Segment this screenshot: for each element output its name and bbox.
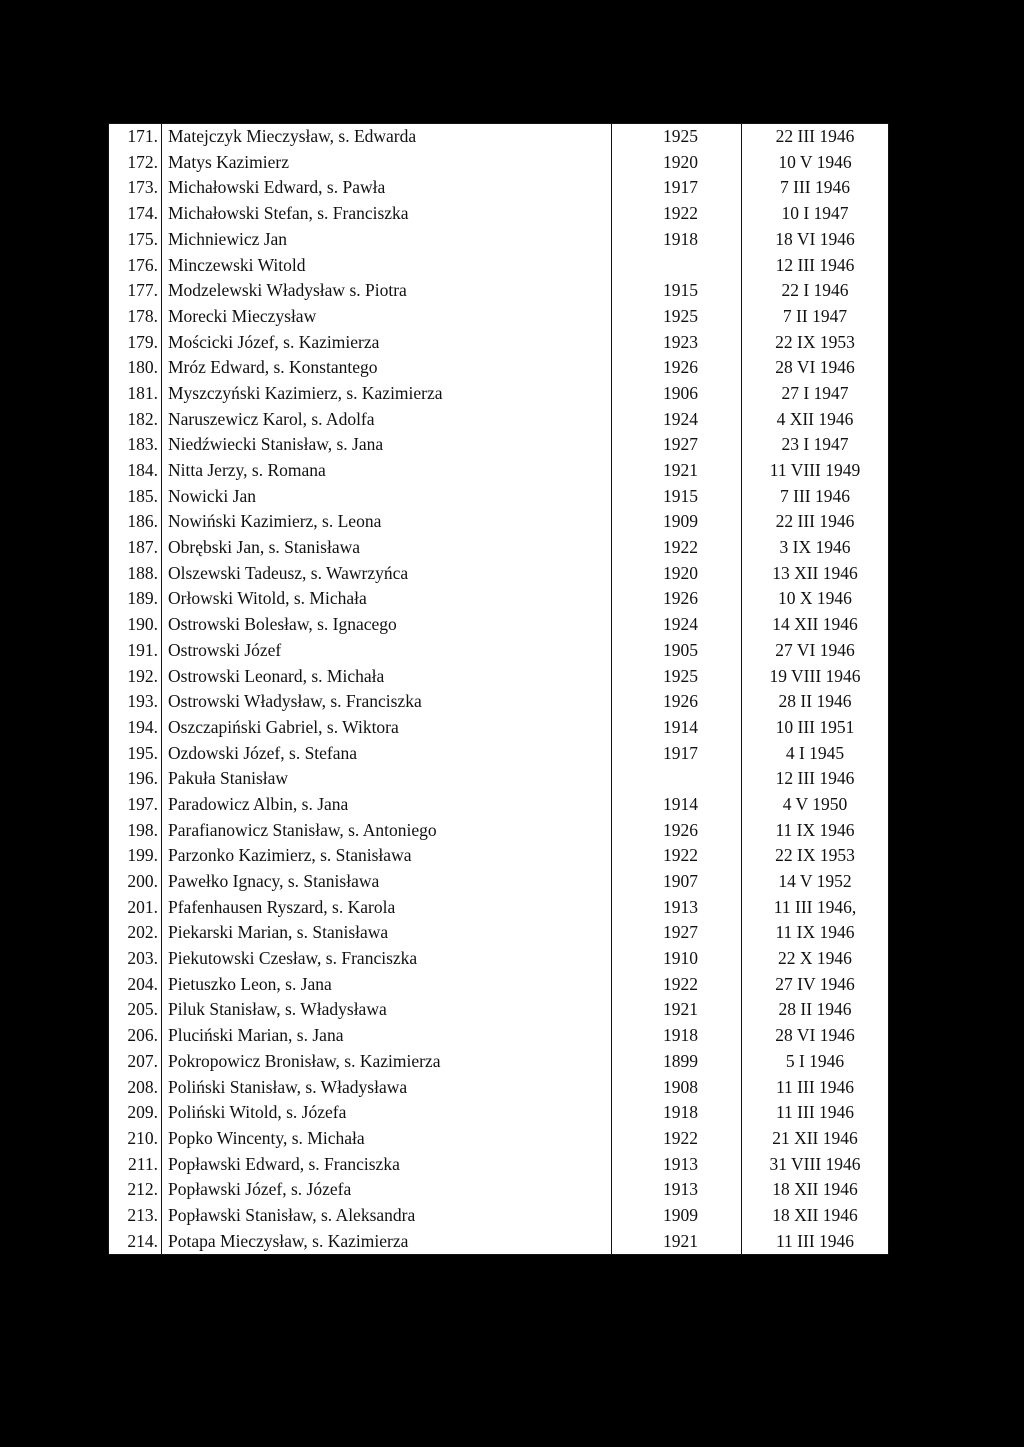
row-number: 201. <box>109 895 162 921</box>
person-name: Oszczapiński Gabriel, s. Wiktora <box>162 715 612 741</box>
birth-year: 1909 <box>612 1203 742 1229</box>
row-number: 184. <box>109 458 162 484</box>
record-date: 11 IX 1946 <box>742 920 889 946</box>
table-row <box>109 741 889 767</box>
table-row <box>109 381 889 407</box>
record-date: 27 I 1947 <box>742 381 889 407</box>
birth-year: 1913 <box>612 1177 742 1203</box>
row-number: 211. <box>109 1152 162 1178</box>
record-date: 22 IX 1953 <box>742 843 889 869</box>
record-date: 28 VI 1946 <box>742 355 889 381</box>
row-number: 176. <box>109 252 162 278</box>
birth-year: 1921 <box>612 1229 742 1255</box>
person-name: Myszczyński Kazimierz, s. Kazimierza <box>162 381 612 407</box>
table-row <box>109 1023 889 1049</box>
row-number: 192. <box>109 663 162 689</box>
person-name: Nowicki Jan <box>162 484 612 510</box>
birth-year: 1926 <box>612 355 742 381</box>
table-row <box>109 175 889 201</box>
record-date: 19 VIII 1946 <box>742 663 889 689</box>
person-name: Ozdowski Józef, s. Stefana <box>162 741 612 767</box>
birth-year: 1907 <box>612 869 742 895</box>
person-name: Piekarski Marian, s. Stanisława <box>162 920 612 946</box>
person-name: Parafianowicz Stanisław, s. Antoniego <box>162 818 612 844</box>
table-row <box>109 612 889 638</box>
record-date: 3 IX 1946 <box>742 535 889 561</box>
row-number: 183. <box>109 432 162 458</box>
person-name: Piluk Stanisław, s. Władysława <box>162 997 612 1023</box>
person-name: Morecki Mieczysław <box>162 304 612 330</box>
record-date: 18 VI 1946 <box>742 227 889 253</box>
row-number: 204. <box>109 972 162 998</box>
birth-year: 1927 <box>612 920 742 946</box>
person-name: Popko Wincenty, s. Michała <box>162 1126 612 1152</box>
records-table <box>108 123 889 1255</box>
birth-year: 1922 <box>612 201 742 227</box>
birth-year: 1917 <box>612 741 742 767</box>
table-row <box>109 227 889 253</box>
birth-year: 1922 <box>612 535 742 561</box>
record-date: 11 III 1946 <box>742 1229 889 1255</box>
table-row <box>109 355 889 381</box>
table-row <box>109 946 889 972</box>
person-name: Matejczyk Mieczysław, s. Edwarda <box>162 124 612 150</box>
birth-year: 1910 <box>612 946 742 972</box>
person-name: Ostrowski Leonard, s. Michała <box>162 663 612 689</box>
person-name: Nowiński Kazimierz, s. Leona <box>162 509 612 535</box>
row-number: 197. <box>109 792 162 818</box>
birth-year: 1906 <box>612 381 742 407</box>
table-row <box>109 663 889 689</box>
table-row <box>109 1229 889 1255</box>
table-row <box>109 586 889 612</box>
birth-year: 1924 <box>612 612 742 638</box>
birth-year: 1927 <box>612 432 742 458</box>
row-number: 179. <box>109 330 162 356</box>
table-row <box>109 792 889 818</box>
birth-year: 1922 <box>612 1126 742 1152</box>
record-date: 14 XII 1946 <box>742 612 889 638</box>
row-number: 200. <box>109 869 162 895</box>
record-date: 11 VIII 1949 <box>742 458 889 484</box>
person-name: Ostrowski Józef <box>162 638 612 664</box>
row-number: 213. <box>109 1203 162 1229</box>
table-row <box>109 766 889 792</box>
row-number: 187. <box>109 535 162 561</box>
record-date: 28 II 1946 <box>742 997 889 1023</box>
row-number: 180. <box>109 355 162 381</box>
row-number: 194. <box>109 715 162 741</box>
record-date: 7 III 1946 <box>742 484 889 510</box>
record-date: 11 III 1946, <box>742 895 889 921</box>
birth-year: 1908 <box>612 1074 742 1100</box>
table-row <box>109 509 889 535</box>
birth-year: 1926 <box>612 586 742 612</box>
person-name: Pakuła Stanisław <box>162 766 612 792</box>
birth-year: 1914 <box>612 792 742 818</box>
table-row <box>109 561 889 587</box>
table-row <box>109 1049 889 1075</box>
row-number: 177. <box>109 278 162 304</box>
row-number: 190. <box>109 612 162 638</box>
person-name: Obrębski Jan, s. Stanisława <box>162 535 612 561</box>
person-name: Orłowski Witold, s. Michała <box>162 586 612 612</box>
person-name: Naruszewicz Karol, s. Adolfa <box>162 407 612 433</box>
row-number: 208. <box>109 1074 162 1100</box>
row-number: 186. <box>109 509 162 535</box>
birth-year: 1899 <box>612 1049 742 1075</box>
table-row <box>109 689 889 715</box>
birth-year: 1918 <box>612 1023 742 1049</box>
person-name: Piekutowski Czesław, s. Franciszka <box>162 946 612 972</box>
record-date: 11 III 1946 <box>742 1074 889 1100</box>
person-name: Ostrowski Władysław, s. Franciszka <box>162 689 612 715</box>
person-name: Pietuszko Leon, s. Jana <box>162 972 612 998</box>
row-number: 173. <box>109 175 162 201</box>
record-date: 11 III 1946 <box>742 1100 889 1126</box>
table-row <box>109 150 889 176</box>
person-name: Pawełko Ignacy, s. Stanisława <box>162 869 612 895</box>
record-date: 18 XII 1946 <box>742 1177 889 1203</box>
table-row <box>109 1152 889 1178</box>
birth-year: 1914 <box>612 715 742 741</box>
birth-year: 1922 <box>612 843 742 869</box>
row-number: 195. <box>109 741 162 767</box>
person-name: Pokropowicz Bronisław, s. Kazimierza <box>162 1049 612 1075</box>
person-name: Matys Kazimierz <box>162 150 612 176</box>
record-date: 11 IX 1946 <box>742 818 889 844</box>
person-name: Pluciński Marian, s. Jana <box>162 1023 612 1049</box>
record-date: 22 I 1946 <box>742 278 889 304</box>
table-row <box>109 843 889 869</box>
table-row <box>109 535 889 561</box>
person-name: Olszewski Tadeusz, s. Wawrzyńca <box>162 561 612 587</box>
row-number: 199. <box>109 843 162 869</box>
record-date: 28 II 1946 <box>742 689 889 715</box>
person-name: Ostrowski Bolesław, s. Ignacego <box>162 612 612 638</box>
record-date: 4 V 1950 <box>742 792 889 818</box>
record-date: 10 I 1947 <box>742 201 889 227</box>
row-number: 193. <box>109 689 162 715</box>
birth-year <box>612 766 742 792</box>
birth-year: 1922 <box>612 972 742 998</box>
person-name: Mościcki Józef, s. Kazimierza <box>162 330 612 356</box>
person-name: Modzelewski Władysław s. Piotra <box>162 278 612 304</box>
record-date: 22 III 1946 <box>742 124 889 150</box>
table-row <box>109 407 889 433</box>
birth-year: 1926 <box>612 689 742 715</box>
record-date: 5 I 1946 <box>742 1049 889 1075</box>
table-row <box>109 201 889 227</box>
birth-year: 1925 <box>612 124 742 150</box>
row-number: 188. <box>109 561 162 587</box>
person-name: Mróz Edward, s. Konstantego <box>162 355 612 381</box>
table-row <box>109 278 889 304</box>
table-row <box>109 484 889 510</box>
person-name: Michałowski Edward, s. Pawła <box>162 175 612 201</box>
table-row <box>109 458 889 484</box>
row-number: 185. <box>109 484 162 510</box>
row-number: 189. <box>109 586 162 612</box>
birth-year: 1905 <box>612 638 742 664</box>
person-name: Niedźwiecki Stanisław, s. Jana <box>162 432 612 458</box>
record-date: 31 VIII 1946 <box>742 1152 889 1178</box>
record-date: 10 III 1951 <box>742 715 889 741</box>
record-date: 22 IX 1953 <box>742 330 889 356</box>
table-row <box>109 330 889 356</box>
table-row <box>109 252 889 278</box>
table-row <box>109 304 889 330</box>
birth-year: 1915 <box>612 278 742 304</box>
person-name: Minczewski Witold <box>162 252 612 278</box>
record-date: 7 III 1946 <box>742 175 889 201</box>
row-number: 206. <box>109 1023 162 1049</box>
birth-year: 1918 <box>612 1100 742 1126</box>
table-row <box>109 1074 889 1100</box>
birth-year: 1920 <box>612 150 742 176</box>
person-name: Poliński Witold, s. Józefa <box>162 1100 612 1126</box>
table-row <box>109 1177 889 1203</box>
table-row <box>109 1100 889 1126</box>
person-name: Popławski Stanisław, s. Aleksandra <box>162 1203 612 1229</box>
birth-year: 1923 <box>612 330 742 356</box>
birth-year <box>612 252 742 278</box>
birth-year: 1917 <box>612 175 742 201</box>
records-table-body <box>109 124 889 1255</box>
record-date: 27 VI 1946 <box>742 638 889 664</box>
birth-year: 1913 <box>612 1152 742 1178</box>
row-number: 209. <box>109 1100 162 1126</box>
table-row <box>109 895 889 921</box>
birth-year: 1909 <box>612 509 742 535</box>
person-name: Pfafenhausen Ryszard, s. Karola <box>162 895 612 921</box>
table-row <box>109 638 889 664</box>
row-number: 212. <box>109 1177 162 1203</box>
table-row <box>109 972 889 998</box>
person-name: Paradowicz Albin, s. Jana <box>162 792 612 818</box>
table-row <box>109 997 889 1023</box>
record-date: 28 VI 1946 <box>742 1023 889 1049</box>
person-name: Popławski Edward, s. Franciszka <box>162 1152 612 1178</box>
record-date: 22 III 1946 <box>742 509 889 535</box>
birth-year: 1924 <box>612 407 742 433</box>
row-number: 210. <box>109 1126 162 1152</box>
row-number: 191. <box>109 638 162 664</box>
row-number: 202. <box>109 920 162 946</box>
birth-year: 1921 <box>612 997 742 1023</box>
person-name: Nitta Jerzy, s. Romana <box>162 458 612 484</box>
table-row <box>109 869 889 895</box>
birth-year: 1925 <box>612 304 742 330</box>
table-row <box>109 432 889 458</box>
row-number: 171. <box>109 124 162 150</box>
record-date: 23 I 1947 <box>742 432 889 458</box>
person-name: Potapa Mieczysław, s. Kazimierza <box>162 1229 612 1255</box>
record-date: 12 III 1946 <box>742 766 889 792</box>
record-date: 14 V 1952 <box>742 869 889 895</box>
record-date: 10 X 1946 <box>742 586 889 612</box>
table-row <box>109 715 889 741</box>
birth-year: 1926 <box>612 818 742 844</box>
record-date: 27 IV 1946 <box>742 972 889 998</box>
table-row <box>109 1126 889 1152</box>
person-name: Michałowski Stefan, s. Franciszka <box>162 201 612 227</box>
row-number: 181. <box>109 381 162 407</box>
record-date: 4 XII 1946 <box>742 407 889 433</box>
record-date: 12 III 1946 <box>742 252 889 278</box>
birth-year: 1918 <box>612 227 742 253</box>
row-number: 203. <box>109 946 162 972</box>
row-number: 198. <box>109 818 162 844</box>
row-number: 196. <box>109 766 162 792</box>
birth-year: 1925 <box>612 663 742 689</box>
record-date: 4 I 1945 <box>742 741 889 767</box>
birth-year: 1921 <box>612 458 742 484</box>
table-row <box>109 124 889 150</box>
row-number: 172. <box>109 150 162 176</box>
table-row <box>109 1203 889 1229</box>
record-date: 18 XII 1946 <box>742 1203 889 1229</box>
birth-year: 1920 <box>612 561 742 587</box>
person-name: Parzonko Kazimierz, s. Stanisława <box>162 843 612 869</box>
row-number: 207. <box>109 1049 162 1075</box>
record-date: 10 V 1946 <box>742 150 889 176</box>
record-date: 7 II 1947 <box>742 304 889 330</box>
birth-year: 1915 <box>612 484 742 510</box>
birth-year: 1913 <box>612 895 742 921</box>
record-date: 22 X 1946 <box>742 946 889 972</box>
row-number: 175. <box>109 227 162 253</box>
person-name: Poliński Stanisław, s. Władysława <box>162 1074 612 1100</box>
person-name: Popławski Józef, s. Józefa <box>162 1177 612 1203</box>
record-date: 21 XII 1946 <box>742 1126 889 1152</box>
row-number: 205. <box>109 997 162 1023</box>
table-row <box>109 920 889 946</box>
row-number: 174. <box>109 201 162 227</box>
row-number: 214. <box>109 1229 162 1255</box>
person-name: Michniewicz Jan <box>162 227 612 253</box>
row-number: 178. <box>109 304 162 330</box>
table-row <box>109 818 889 844</box>
row-number: 182. <box>109 407 162 433</box>
record-date: 13 XII 1946 <box>742 561 889 587</box>
